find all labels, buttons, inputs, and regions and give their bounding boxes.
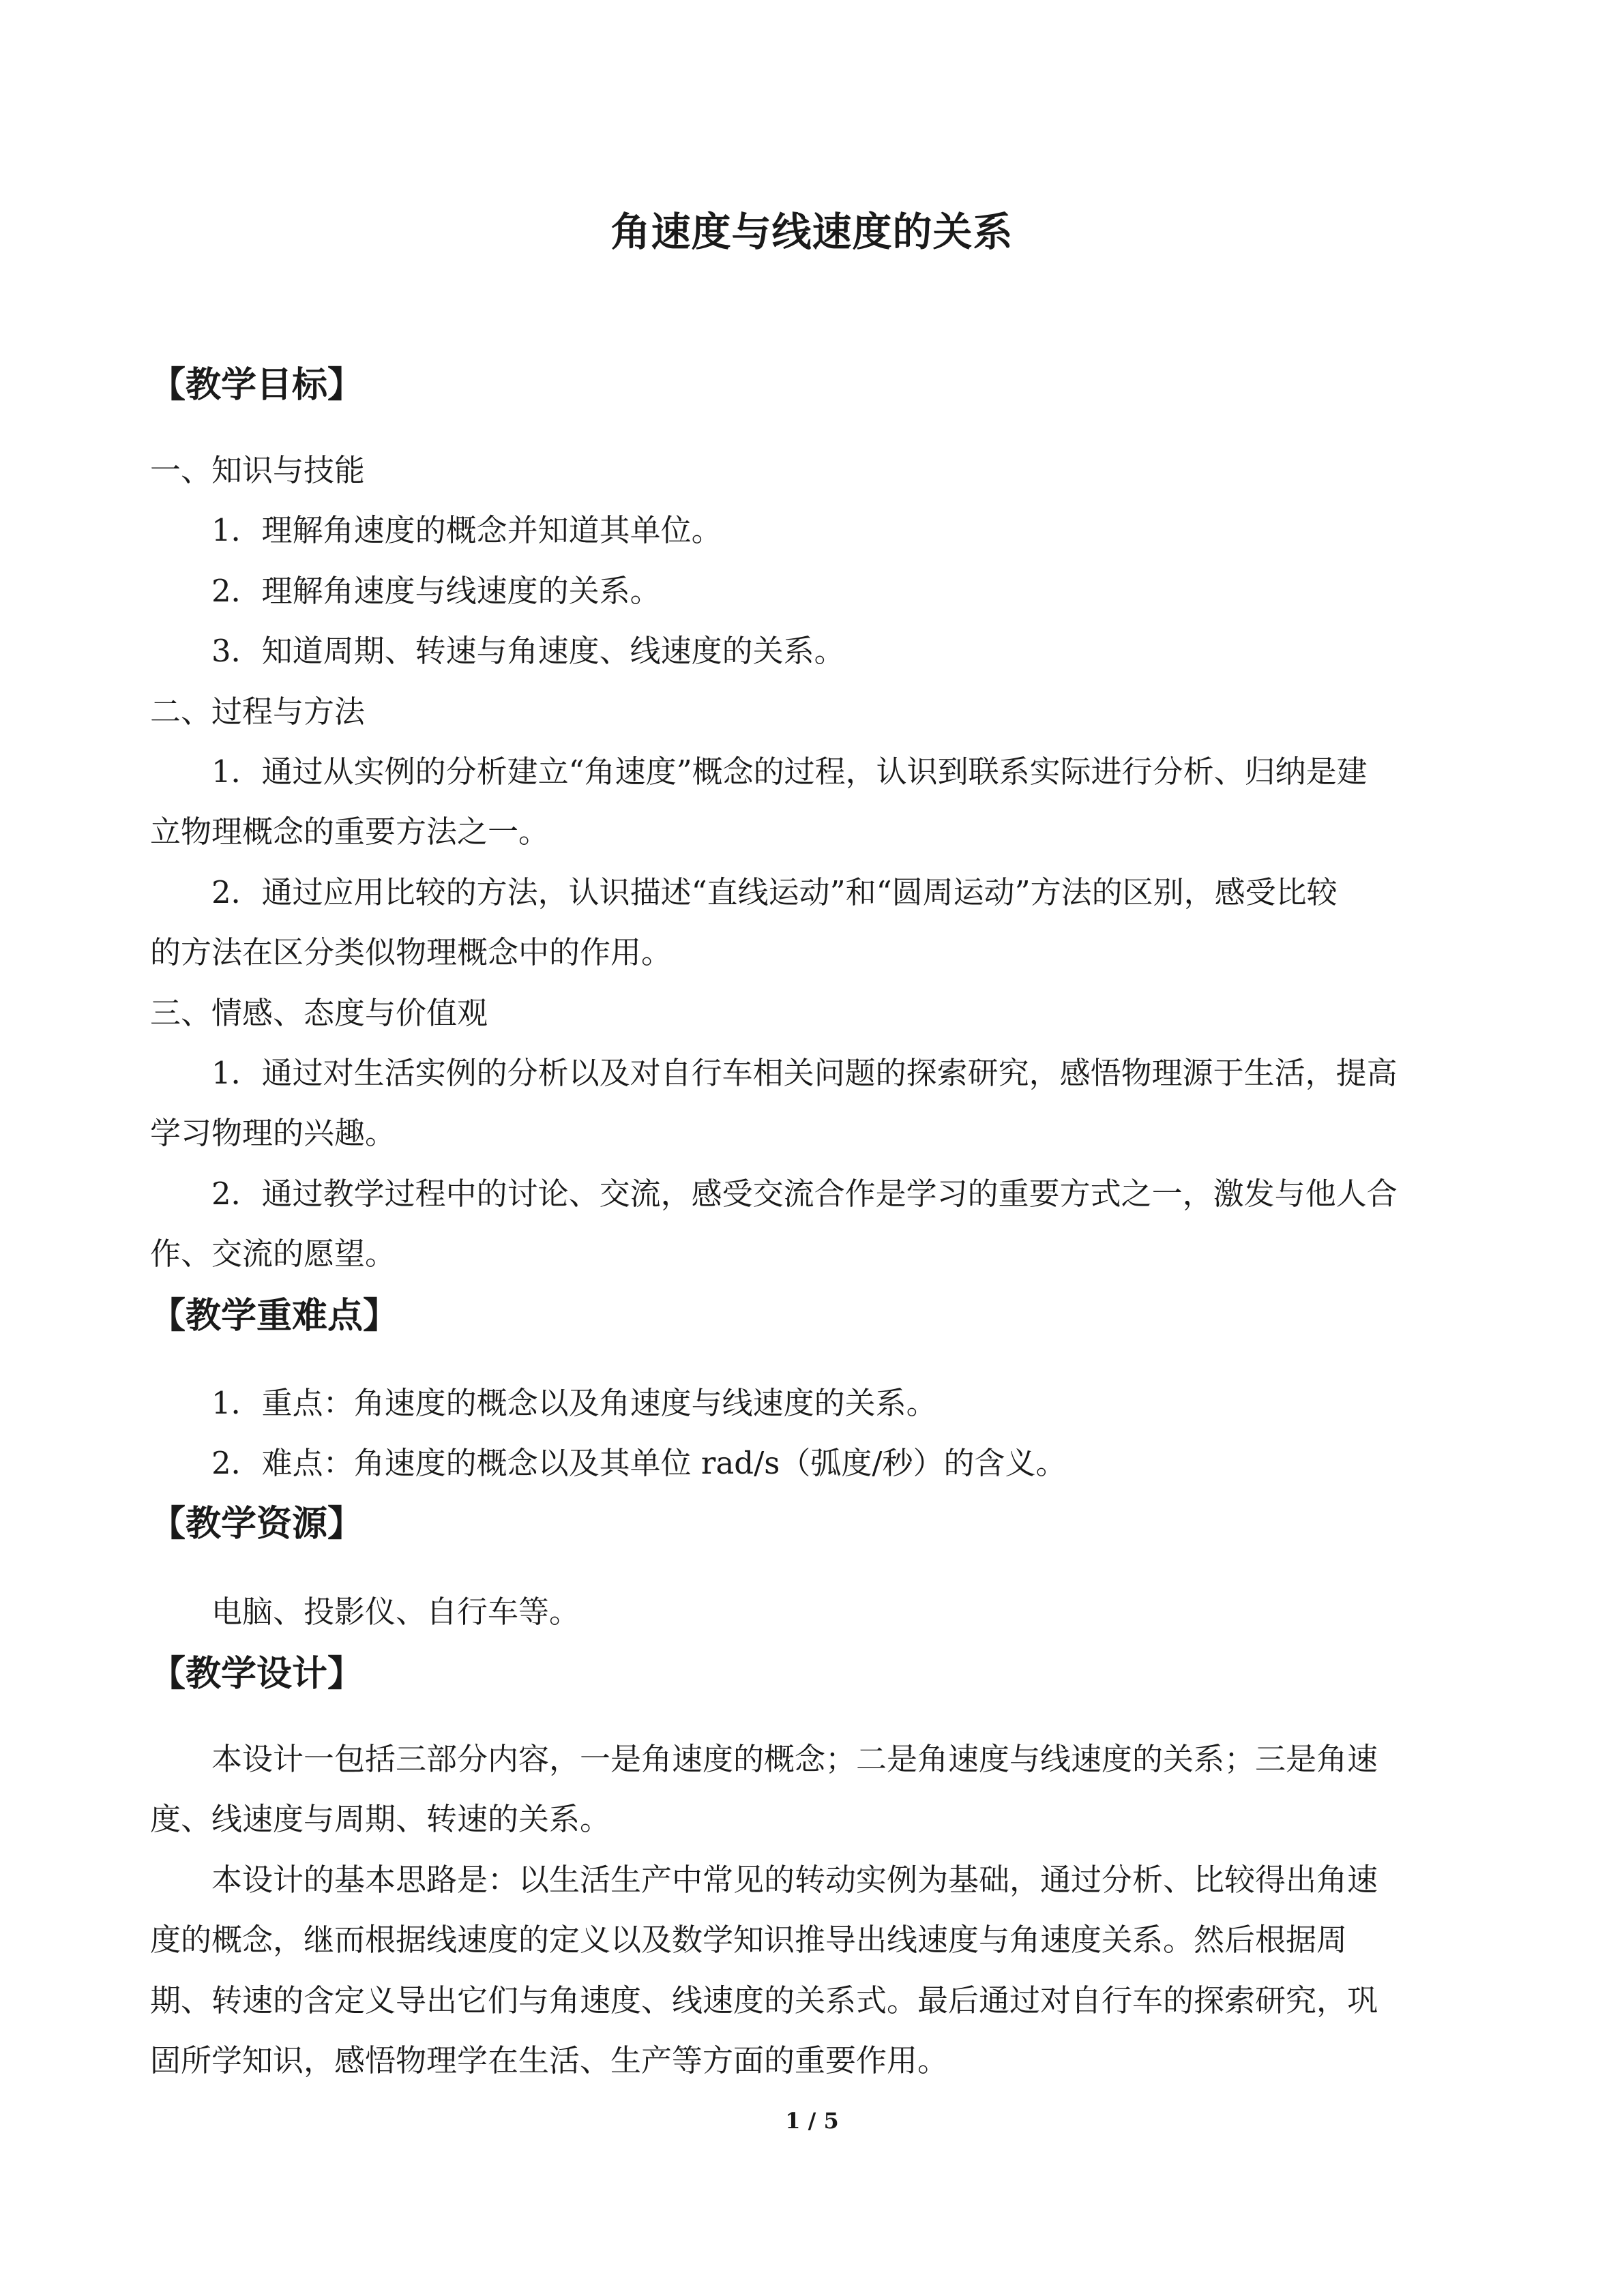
paragraph-line: 2．通过教学过程中的讨论、交流，感受交流合作是学习的重要方式之一，激发与他人合 <box>211 1176 1398 1212</box>
section-heading-objectives: 【教学目标】 <box>150 364 364 406</box>
section-heading-keypoints: 【教学重难点】 <box>150 1295 399 1337</box>
paragraph-line: 固所学知识，感悟物理学在生活、生产等方面的重要作用。 <box>150 2042 949 2078</box>
paragraph-line: 作、交流的愿望。 <box>150 1236 396 1272</box>
paragraph-line: 2．通过应用比较的方法，认识描述“直线运动”和“圆周运动”方法的区别，感受比较 <box>211 874 1338 910</box>
paragraph-line: 本设计一包括三部分内容，一是角速度的概念；二是角速度与线速度的关系；三是角速 <box>211 1741 1378 1777</box>
paragraph-line: 度、线速度与周期、转速的关系。 <box>150 1801 611 1837</box>
subsection-emotions-values: 三、情感、态度与价值观 <box>150 995 488 1031</box>
paragraph-line: 本设计的基本思路是：以生活生产中常见的转动实例为基础，通过分析、比较得出角速 <box>211 1862 1378 1898</box>
document-title: 角速度与线速度的关系 <box>610 209 1014 255</box>
section-heading-design: 【教学设计】 <box>150 1653 364 1695</box>
paragraph-line: 1．通过从实例的分析建立“角速度”概念的过程，认识到联系实际进行分析、归纳是建 <box>211 754 1368 790</box>
paragraph-line: 1．通过对生活实例的分析以及对自行车相关问题的探索研究，感悟物理源于生活，提高 <box>211 1055 1398 1091</box>
page-number: 1 / 5 <box>785 2108 839 2134</box>
paragraph-line: 电脑、投影仪、自行车等。 <box>211 1594 580 1630</box>
subsection-knowledge-skills: 一、知识与技能 <box>150 452 366 488</box>
paragraph-line: 的方法在区分类似物理概念中的作用。 <box>150 934 673 970</box>
list-item: 2．理解角速度与线速度的关系。 <box>211 573 661 609</box>
list-item: 1．重点：角速度的概念以及角速度与线速度的关系。 <box>211 1385 937 1421</box>
paragraph-line: 期、转速的含定义导出它们与角速度、线速度的关系式。最后通过对自行车的探索研究，巩 <box>150 1982 1378 2018</box>
list-item: 2．难点：角速度的概念以及其单位 rad/s（弧度/秒）的含义。 <box>211 1445 1067 1481</box>
paragraph-line: 学习物理的兴趣。 <box>150 1115 396 1151</box>
list-item: 3．知道周期、转速与角速度、线速度的关系。 <box>211 633 845 669</box>
paragraph-line: 度的概念，继而根据线速度的定义以及数学知识推导出线速度与角速度关系。然后根据周 <box>150 1922 1348 1958</box>
subsection-process-methods: 二、过程与方法 <box>150 694 366 730</box>
section-heading-resources: 【教学资源】 <box>150 1503 364 1545</box>
list-item: 1．理解角速度的概念并知道其单位。 <box>211 512 722 548</box>
paragraph-line: 立物理概念的重要方法之一。 <box>150 814 550 850</box>
